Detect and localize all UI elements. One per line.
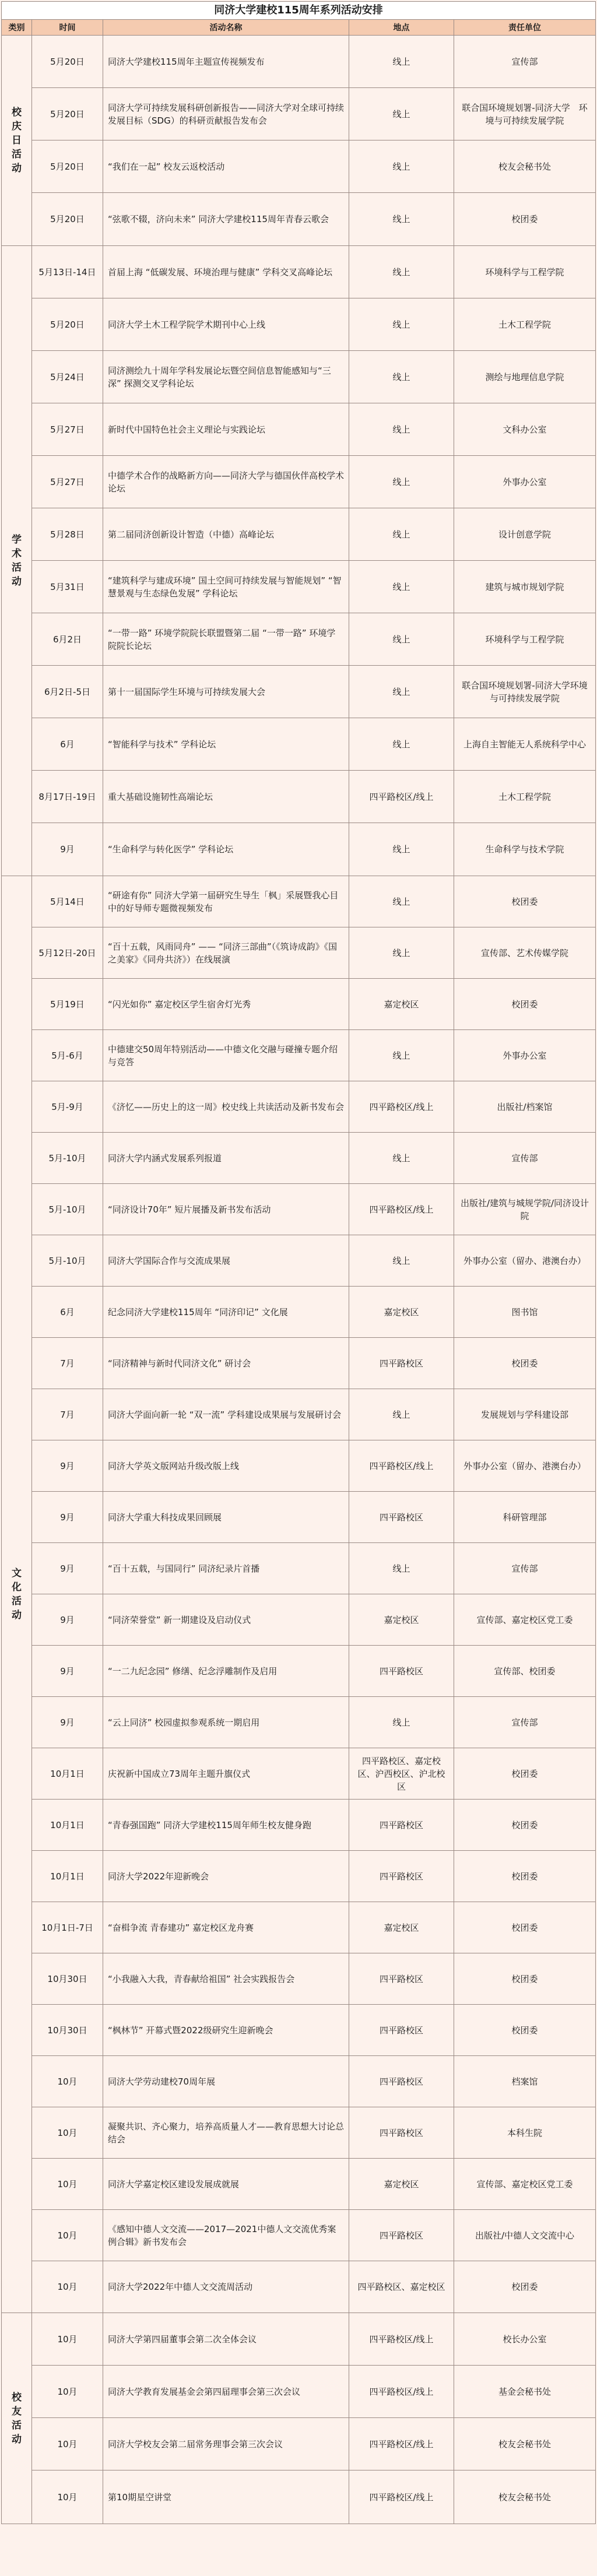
row-unit: 土木工程学院 <box>498 791 551 802</box>
page-title: 同济大学建校115周年系列活动安排 <box>2 2 595 20</box>
row-unit: 校团委 <box>511 1922 538 1933</box>
table-row <box>32 1953 595 2005</box>
row-location: 四平路校区 <box>349 1646 454 1696</box>
row-time: 10月 <box>32 2470 103 2524</box>
table-row <box>32 1800 595 1851</box>
table-row <box>32 2005 595 2056</box>
row-activity-name: “研途有你” 同济大学第一届研究生导生「枫」采展暨我心目中的好导师专题微视频发布 <box>103 876 349 927</box>
row-activity-name: “建筑科学与建成环境” 国土空间可持续发展与智能规划” “智慧景观与生态绿色发展” 学科论坛 <box>103 561 349 613</box>
row-time: 10月30日 <box>32 1953 103 2004</box>
row-time: 9月 <box>32 1440 103 1491</box>
row-unit: 校友会秘书处 <box>498 2438 551 2450</box>
table-row <box>32 1184 595 1235</box>
table-row <box>32 1543 595 1594</box>
row-unit: 校长办公室 <box>503 2333 547 2345</box>
row-unit: 校团委 <box>511 999 538 1010</box>
row-time: 10月 <box>32 2210 103 2261</box>
table-row <box>32 1748 595 1800</box>
row-location: 四平路校区、嘉定校区 <box>349 2261 454 2313</box>
row-location: 四平路校区 <box>349 1953 454 2004</box>
table-row <box>32 1081 595 1133</box>
table-row <box>32 351 595 403</box>
row-activity-name: 同济大学面向新一轮 “双一流” 学科建设成果展与发展研讨会 <box>103 1389 349 1440</box>
row-location: 线上 <box>349 351 454 403</box>
table-row <box>32 2313 595 2366</box>
row-unit: 图书馆 <box>511 1306 538 1317</box>
table-row <box>32 1235 595 1287</box>
row-location: 四平路校区/线上 <box>349 771 454 823</box>
row-time: 5月-10月 <box>32 1235 103 1286</box>
section-label-text: 学术活动 <box>12 534 22 588</box>
row-time: 6月2日 <box>32 613 103 665</box>
row-unit: 宣传部 <box>511 1717 538 1728</box>
row-activity-name: “奋楫争流 青春建功” 嘉定校区龙舟赛 <box>103 1902 349 1953</box>
row-location: 线上 <box>349 1389 454 1440</box>
section-2 <box>2 876 595 2313</box>
row-unit: 外事办公室（留办、港澳台办） <box>463 1255 586 1266</box>
row-location: 线上 <box>349 666 454 718</box>
row-unit: 校友会秘书处 <box>498 161 551 172</box>
row-location: 线上 <box>349 246 454 298</box>
row-activity-name: “百十五载，与国同行” 同济纪录片首播 <box>103 1543 349 1594</box>
row-time: 5月-9月 <box>32 1081 103 1132</box>
table-row <box>32 298 595 351</box>
row-unit: 校友会秘书处 <box>498 2491 551 2503</box>
row-activity-name: 同济大学嘉定校区建设发展成就展 <box>103 2159 349 2209</box>
row-activity-name: 中德建交50周年特别活动——中德文化交融与碰撞专题介绍与竞答 <box>103 1030 349 1081</box>
row-location: 线上 <box>349 561 454 613</box>
row-location: 线上 <box>349 927 454 978</box>
row-location: 四平路校区 <box>349 2107 454 2158</box>
row-activity-name: 庆祝新中国成立73周年主题升旗仪式 <box>103 1748 349 1799</box>
row-activity-name: 第10期星空讲堂 <box>103 2470 349 2524</box>
row-time: 10月 <box>32 2418 103 2470</box>
row-time: 5月20日 <box>32 88 103 140</box>
section-0 <box>2 36 595 246</box>
row-unit: 宣传部、校团委 <box>494 1665 556 1677</box>
section-label-text: 校友活动 <box>12 2391 22 2445</box>
row-unit: 设计创意学院 <box>498 529 551 540</box>
table-row <box>32 2056 595 2107</box>
section-label <box>2 246 32 876</box>
row-location: 线上 <box>349 718 454 770</box>
row-activity-name: 同济大学劳动建校70周年展 <box>103 2056 349 2107</box>
row-time: 7月 <box>32 1338 103 1389</box>
row-time: 9月 <box>32 1492 103 1542</box>
table-row <box>32 1030 595 1081</box>
table-row <box>32 2210 595 2261</box>
row-time: 8月17日-19日 <box>32 771 103 823</box>
row-unit: 出版社/中德人文交流中心 <box>475 2230 575 2241</box>
table-row <box>32 1646 595 1697</box>
row-unit: 测绘与地理信息学院 <box>485 371 564 382</box>
row-activity-name: 纪念同济大学建校115周年 “同济印记” 文化展 <box>103 1287 349 1337</box>
row-location: 嘉定校区 <box>349 1287 454 1337</box>
row-location: 四平路校区/线上 <box>349 2470 454 2524</box>
row-activity-name: 同济大学2022年迎新晚会 <box>103 1851 349 1902</box>
row-time: 10月 <box>32 2261 103 2313</box>
row-activity-name: 第十一届国际学生环境与可持续发展大会 <box>103 666 349 718</box>
table-row <box>32 88 595 140</box>
header-name: 活动名称 <box>103 20 349 35</box>
row-activity-name: “云上同济” 校园虚拟参观系统一期启用 <box>103 1697 349 1748</box>
row-location: 线上 <box>349 193 454 245</box>
row-unit: 宣传部、嘉定校区党工委 <box>476 1614 573 1625</box>
section-label <box>2 876 32 2313</box>
row-unit: 外事办公室 <box>503 1050 547 1061</box>
section-label-text: 文化活动 <box>12 1568 22 1621</box>
row-activity-name: 同济大学国际合作与交流成果展 <box>103 1235 349 1286</box>
row-location: 四平路校区/线上 <box>349 2366 454 2417</box>
row-location: 线上 <box>349 456 454 508</box>
row-unit: 本科生院 <box>507 2127 542 2138</box>
row-time: 9月 <box>32 1646 103 1696</box>
table-row <box>32 1851 595 1902</box>
row-activity-name: 同济大学2022年中德人文交流周活动 <box>103 2261 349 2313</box>
table-row <box>32 1389 595 1440</box>
table-row <box>32 2366 595 2418</box>
table-row <box>32 2470 595 2524</box>
row-unit: 上海自主智能无人系统科学中心 <box>463 739 586 750</box>
row-unit: 联合国环境规划署-同济大学环境与可持续发展学院 <box>462 680 588 704</box>
row-activity-name: 同济大学土木工程学院学术期刊中心上线 <box>103 298 349 350</box>
row-unit: 校团委 <box>511 896 538 907</box>
row-location: 四平路校区/线上 <box>349 1440 454 1491</box>
row-unit: 外事办公室（留办、港澳台办） <box>463 1460 586 1471</box>
schedule-table <box>1 1 596 2524</box>
row-unit: 宣传部 <box>511 56 538 67</box>
row-time: 5月20日 <box>32 193 103 245</box>
row-activity-name: 同济大学重大科技成果回顾展 <box>103 1492 349 1542</box>
row-location: 四平路校区/线上 <box>349 1081 454 1132</box>
table-row <box>32 666 595 718</box>
row-time: 5月13日-14日 <box>32 246 103 298</box>
row-time: 5月19日 <box>32 979 103 1029</box>
table-row <box>32 1287 595 1338</box>
row-time: 5月27日 <box>32 403 103 455</box>
table-row <box>32 140 595 193</box>
row-activity-name: “小我融入大我，青春献给祖国” 社会实践报告会 <box>103 1953 349 2004</box>
row-location: 嘉定校区 <box>349 1902 454 1953</box>
row-location: 线上 <box>349 140 454 192</box>
row-unit: 土木工程学院 <box>498 319 551 330</box>
row-location: 四平路校区 <box>349 2005 454 2055</box>
table-row <box>32 2418 595 2470</box>
row-location: 线上 <box>349 1133 454 1183</box>
row-unit: 环境科学与工程学院 <box>485 266 564 277</box>
row-time: 7月 <box>32 1389 103 1440</box>
row-location: 线上 <box>349 298 454 350</box>
row-unit: 校团委 <box>511 214 538 224</box>
table-row <box>32 561 595 613</box>
row-unit: 建筑与城市规划学院 <box>485 581 564 592</box>
section-label <box>2 36 32 245</box>
row-time: 6月2日-5日 <box>32 666 103 718</box>
row-unit: 校团委 <box>511 1768 538 1779</box>
row-location: 线上 <box>349 1235 454 1286</box>
row-location: 四平路校区/线上 <box>349 2418 454 2470</box>
row-time: 9月 <box>32 823 103 876</box>
row-activity-name: “我们在一起” 校友云返校活动 <box>103 140 349 192</box>
row-unit: 出版社/建筑与城规学院/同济设计院 <box>460 1197 589 1221</box>
header-unit: 责任单位 <box>508 23 541 33</box>
section-3 <box>2 2313 595 2524</box>
row-activity-name: 同济大学英文版网站升级改版上线 <box>103 1440 349 1491</box>
table-row <box>32 508 595 561</box>
row-activity-name: 同济测绘九十周年学科发展论坛暨空间信息智能感知与“三深” 探测交叉学科论坛 <box>103 351 349 403</box>
row-location: 四平路校区 <box>349 1492 454 1542</box>
row-unit: 外事办公室 <box>503 476 547 487</box>
row-location: 线上 <box>349 613 454 665</box>
table-row <box>32 456 595 508</box>
row-time: 5月20日 <box>32 36 103 87</box>
row-activity-name: 同济大学第四届董事会第二次全体会议 <box>103 2313 349 2365</box>
row-activity-name: “一带一路” 环境学院院长联盟暨第二届 “一带一路” 环境学院院长论坛 <box>103 613 349 665</box>
table-row <box>32 927 595 979</box>
row-time: 5月27日 <box>32 456 103 508</box>
row-unit: 宣传部 <box>511 1563 538 1574</box>
row-location: 线上 <box>349 1543 454 1594</box>
row-activity-name: “生命科学与转化医学” 学科论坛 <box>103 823 349 876</box>
header-time: 时间 <box>32 20 103 35</box>
row-time: 6月 <box>32 718 103 770</box>
row-location: 四平路校区 <box>349 1338 454 1389</box>
table-row <box>32 2261 595 2313</box>
row-time: 10月 <box>32 2366 103 2417</box>
table-row <box>32 246 595 298</box>
row-time: 10月1日 <box>32 1800 103 1850</box>
table-row <box>32 613 595 666</box>
row-time: 5月-10月 <box>32 1184 103 1235</box>
row-activity-name: “同济设计70年” 短片展播及新书发布活动 <box>103 1184 349 1235</box>
table-row <box>32 876 595 927</box>
row-activity-name: 同济大学建校115周年主题宣传视频发布 <box>103 36 349 87</box>
row-unit: 生命科学与技术学院 <box>485 844 564 855</box>
row-time: 10月1日 <box>32 1851 103 1902</box>
row-location: 线上 <box>349 1030 454 1081</box>
row-activity-name: 同济大学内涵式发展系列报道 <box>103 1133 349 1183</box>
row-activity-name: 中德学术合作的战略新方向——同济大学与德国伙伴高校学术论坛 <box>103 456 349 508</box>
row-location: 四平路校区 <box>349 1800 454 1850</box>
row-time: 5月12日-20日 <box>32 927 103 978</box>
row-time: 10月 <box>32 2159 103 2209</box>
row-activity-name: 首届上海 “低碳发展、环境治理与健康” 学科交叉高峰论坛 <box>103 246 349 298</box>
row-activity-name: “青春强国跑” 同济大学建校115周年师生校友健身跑 <box>103 1800 349 1850</box>
header-category: 类别 <box>2 20 32 35</box>
row-location: 线上 <box>349 88 454 140</box>
row-activity-name: 《济忆——历史上的这一周》校史线上共读活动及新书发布会 <box>103 1081 349 1132</box>
row-time: 9月 <box>32 1594 103 1645</box>
table-row <box>32 403 595 456</box>
row-location: 嘉定校区 <box>349 1594 454 1645</box>
table-row <box>32 1338 595 1389</box>
row-activity-name: 新时代中国特色社会主义理论与实践论坛 <box>103 403 349 455</box>
row-time: 9月 <box>32 1697 103 1748</box>
row-unit: 校团委 <box>511 2282 538 2292</box>
row-time: 6月 <box>32 1287 103 1337</box>
row-time: 10月1日-7日 <box>32 1902 103 1953</box>
row-location: 四平路校区、嘉定校区、沪西校区、沪北校区 <box>349 1748 454 1799</box>
row-activity-name: 重大基础设施韧性高端论坛 <box>103 771 349 823</box>
row-activity-name: 第二届同济创新设计智造（中德）高峰论坛 <box>103 508 349 560</box>
row-time: 5月28日 <box>32 508 103 560</box>
section-label <box>2 2313 32 2524</box>
row-unit: 校团委 <box>511 2025 538 2036</box>
table-row <box>32 718 595 771</box>
row-time: 10月1日 <box>32 1748 103 1799</box>
row-activity-name: “百十五载，风雨同舟” —— “同济三部曲”（《筑诗成韵》《国之美家》《同舟共济》）在线展演 <box>103 927 349 978</box>
row-activity-name: 同济大学可持续发展科研创新报告——同济大学对全球可持续发展目标（SDG）的科研贡献报告发布会 <box>103 88 349 140</box>
table-row <box>32 1594 595 1646</box>
row-unit: 发展规划与学科建设部 <box>480 1409 568 1420</box>
row-unit: 宣传部、嘉定校区党工委 <box>476 2178 573 2190</box>
row-location: 嘉定校区 <box>349 979 454 1029</box>
table-body <box>2 36 595 2524</box>
row-time: 5月24日 <box>32 351 103 403</box>
row-unit: 宣传部、艺术传媒学院 <box>480 947 568 958</box>
row-unit: 校团委 <box>511 1819 538 1830</box>
row-location: 四平路校区/线上 <box>349 2313 454 2365</box>
row-time: 5月14日 <box>32 876 103 927</box>
row-time: 5月-6月 <box>32 1030 103 1081</box>
row-activity-name: “弦歌不辍，济向未来” 同济大学建校115周年青春云歌会 <box>103 193 349 245</box>
row-unit: 联合国环境规划署-同济大学 环境与可持续发展学院 <box>462 102 588 126</box>
row-location: 线上 <box>349 403 454 455</box>
table-row <box>32 36 595 88</box>
row-activity-name: 同济大学校友会第二届常务理事会第三次会议 <box>103 2418 349 2470</box>
table-row <box>32 1133 595 1184</box>
table-row <box>32 2159 595 2210</box>
row-activity-name: 《感知中德人文交流——2017—2021中德人文交流优秀案例合辑》新书发布会 <box>103 2210 349 2261</box>
row-time: 5月20日 <box>32 140 103 192</box>
table-header <box>2 20 595 36</box>
section-1 <box>2 246 595 876</box>
table-row <box>32 1697 595 1748</box>
row-unit: 校团委 <box>511 1871 538 1882</box>
row-time: 5月31日 <box>32 561 103 613</box>
row-location: 线上 <box>349 1697 454 1748</box>
row-time: 10月 <box>32 2313 103 2365</box>
row-unit: 档案馆 <box>511 2076 538 2087</box>
table-row <box>32 1902 595 1953</box>
row-activity-name: “同济荣誉堂” 新一期建设及启动仪式 <box>103 1594 349 1645</box>
row-time: 5月20日 <box>32 298 103 350</box>
row-unit: 环境科学与工程学院 <box>485 634 564 645</box>
row-activity-name: “智能科学与技术” 学科论坛 <box>103 718 349 770</box>
row-unit: 基金会秘书处 <box>498 2386 551 2397</box>
row-activity-name: “枫林节” 开幕式暨2022级研究生迎新晚会 <box>103 2005 349 2055</box>
row-location: 线上 <box>349 876 454 927</box>
row-time: 5月-10月 <box>32 1133 103 1183</box>
row-activity-name: “同济精神与新时代同济文化” 研讨会 <box>103 1338 349 1389</box>
table-row <box>32 1440 595 1492</box>
table-row <box>32 1492 595 1543</box>
row-unit: 校团委 <box>511 1973 538 1984</box>
row-unit: 文科办公室 <box>503 424 547 435</box>
row-location: 四平路校区/线上 <box>349 1184 454 1235</box>
row-unit: 科研管理部 <box>503 1512 547 1523</box>
row-location: 四平路校区 <box>349 1851 454 1902</box>
table-row <box>32 979 595 1030</box>
row-location: 嘉定校区 <box>349 2159 454 2209</box>
row-activity-name: 同济大学教育发展基金会第四届理事会第三次会议 <box>103 2366 349 2417</box>
row-location: 线上 <box>349 823 454 876</box>
row-location: 线上 <box>349 36 454 87</box>
row-location: 四平路校区 <box>349 2210 454 2261</box>
table-row <box>32 2107 595 2159</box>
table-row <box>32 823 595 876</box>
header-location: 地点 <box>349 20 454 35</box>
row-time: 10月 <box>32 2056 103 2107</box>
table-row <box>32 193 595 245</box>
row-unit: 宣传部 <box>511 1152 538 1164</box>
row-unit: 出版社/档案馆 <box>497 1101 553 1112</box>
section-label-text: 校庆日活动 <box>12 107 22 174</box>
row-unit: 校团委 <box>511 1358 538 1369</box>
row-location: 四平路校区 <box>349 2056 454 2107</box>
row-activity-name: 凝聚共识、齐心聚力，培养高质量人才——教育思想大讨论总结会 <box>103 2107 349 2158</box>
row-time: 10月30日 <box>32 2005 103 2055</box>
row-activity-name: “一二九纪念园” 修缮、纪念浮雕制作及启用 <box>103 1646 349 1696</box>
row-activity-name: “闪光如你” 嘉定校区学生宿舍灯光秀 <box>103 979 349 1029</box>
row-time: 10月 <box>32 2107 103 2158</box>
table-row <box>32 771 595 823</box>
row-time: 9月 <box>32 1543 103 1594</box>
row-location: 线上 <box>349 508 454 560</box>
